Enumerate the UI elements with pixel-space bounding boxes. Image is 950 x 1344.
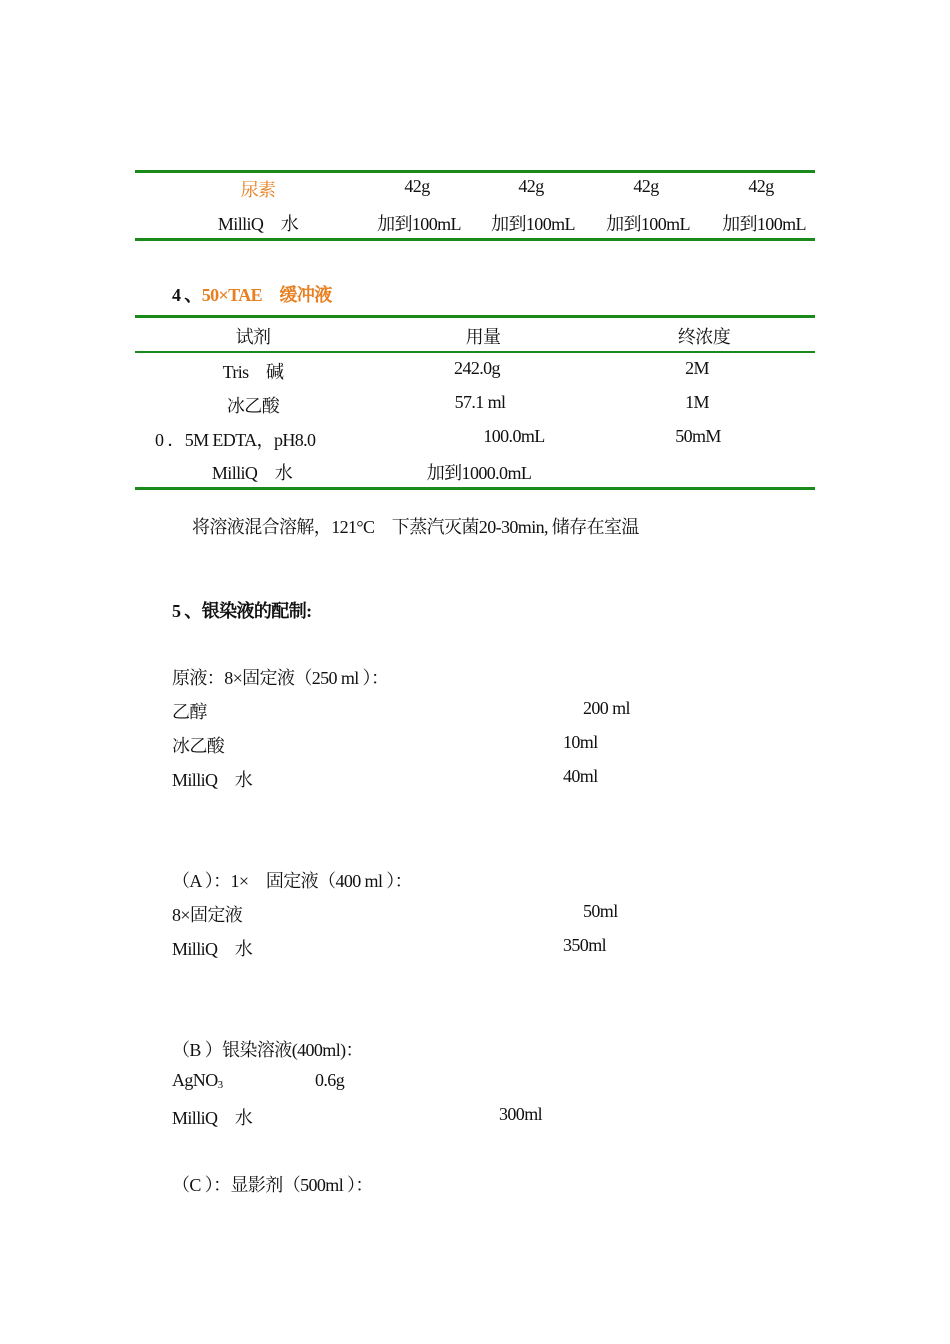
stock-solution-title: 原液：8×固定液（250 ml ）： [172,668,389,688]
stock-item-value: 10ml [563,732,598,752]
solution-a-item-name: 8×固定液 [172,905,243,925]
table2-reagent-cell: Tris 碱 [222,362,284,382]
agno3-subscript: 3 [217,1079,224,1091]
table1-cell: 42g [748,176,774,196]
table1-cell: 加到100mL [377,214,461,234]
table2-amount-cell: 242.0g [454,358,500,378]
stock-item-value: 200 ml [583,698,630,718]
table1-top-rule [135,170,815,173]
solution-b-title: （B ）银染溶液(400ml)： [172,1040,363,1060]
table1-water-label: MilliQ 水 [217,214,299,234]
table1-urea-label: 尿素 [240,180,276,200]
table1-cell: 42g [633,176,659,196]
agno3-value: 0.6g [315,1070,345,1090]
solution-c-title: （C ）：显影剂（500ml ）： [172,1175,373,1195]
table2-header-amount: 用量 [465,327,501,347]
section4-heading [172,281,332,307]
table1-cell: 加到100mL [606,214,690,234]
agno3-name [172,1070,223,1091]
table2-header-rule [135,351,815,353]
table2-top-rule [135,315,815,318]
solution-a-title: （A ）：1× 固定液（400 ml ）： [172,871,413,891]
table1-cell: 42g [518,176,544,196]
solution-a-item-name: MilliQ 水 [172,939,253,959]
stock-item-name: MilliQ 水 [172,770,253,790]
table1-cell: 加到100mL [722,214,806,234]
solution-b-water-name: MilliQ 水 [172,1108,253,1128]
table2-header-concentration: 终浓度 [677,327,731,347]
table2-reagent-cell: 冰乙酸 [226,396,280,416]
table2-concentration-cell: 1M [685,392,709,412]
solution-a-item-value: 350ml [563,935,607,955]
table2-amount-cell: 加到1000.0mL [426,463,532,483]
stock-item-name: 冰乙酸 [172,736,225,756]
table1-bottom-rule [135,238,815,241]
table1-cell: 加到100mL [491,214,575,234]
table2-concentration-cell: 2M [685,358,709,378]
table2-concentration-cell: 50mM [675,426,721,446]
table2-reagent-cell: 0 ．5M EDTA，pH8.0 [155,430,316,450]
agno3-base: AgNO [172,1070,218,1090]
section5-heading: 5 、银染液的配制: [172,601,312,621]
table2-header-reagent: 试剂 [235,327,271,347]
table2-amount-cell: 100.0mL [483,426,545,446]
stock-item-name: 乙醇 [172,702,207,722]
table2-bottom-rule [135,487,815,490]
table2-amount-cell: 57.1 ml [454,392,506,412]
solution-a-item-value: 50ml [583,901,618,921]
table2-reagent-cell: MilliQ 水 [211,463,293,483]
solution-b-water-value: 300ml [499,1104,543,1124]
table1-cell: 42g [404,176,430,196]
section4-title: 50×TAE 缓冲液 [201,285,332,305]
section4-number: 4 、 [172,285,202,305]
section4-note: 将溶液混合溶解，121°C 下蒸汽灭菌20-30min, 储存在室温 [192,517,639,537]
stock-item-value: 40ml [563,766,598,786]
